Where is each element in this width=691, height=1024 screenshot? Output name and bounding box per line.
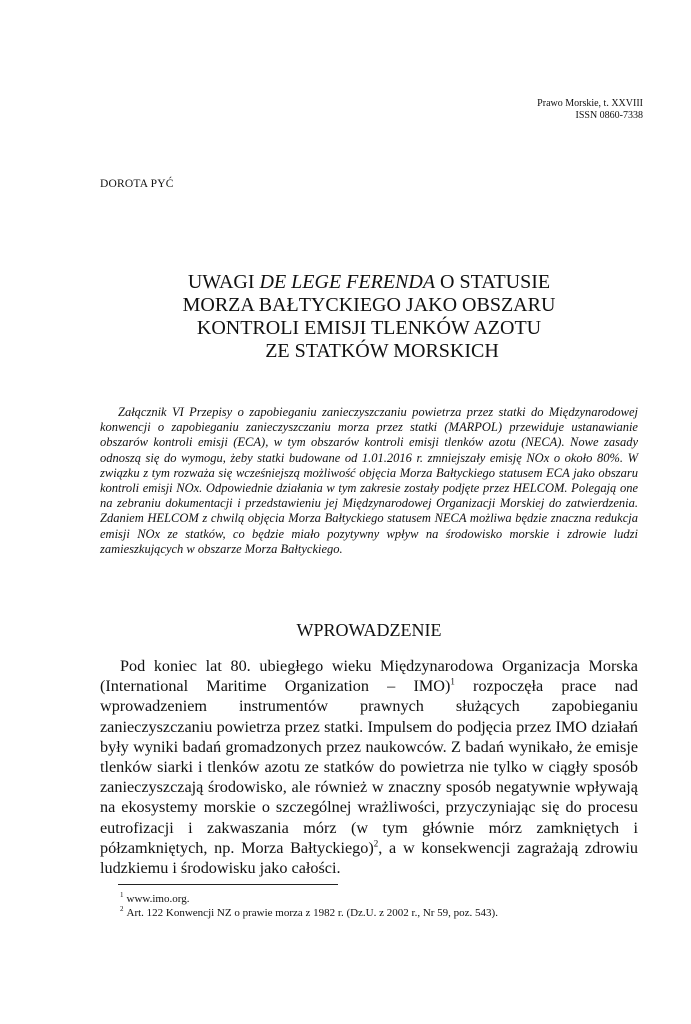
title-line-2: MORZA BAŁTYCKIEGO JAKO OBSZARU: [182, 294, 556, 316]
abstract: Załącznik VI Przepisy o zapobieganiu zanieczyszczaniu powietrza przez statki do Międzynarodowej konwencji o zapobieganiu zanieczyszczaniu morza przez statki (MARPOL) przewiduje ustanawianie obszarów kontroli emisji (ECA), w tym obszarów kontroli emisji tlenków azotu (NECA). Nowe zasady odnoszą się do wymogu, żeby statki budowane od 1.01.2016 r. zmniejszały emisję NOx o około 80%. W związku z tym rozważa się wcześniejszą możliwość objęcia Morza Bałtyckiego statusem ECA jako obszaru kontroli emisji NOx. Odpowiednie działania w tym zakresie zostały podjęte przez HELCOM. Polegają one na zebraniu dokumentacji i przedstawieniu jej Międzynarodowej Organizacji Morskiej do zatwierdzenia. Zdaniem HELCOM z chwilą objęcia Morza Bałtyckiego statusem NECA możliwa będzie znaczna redukcja emisji NOx ze statków, co będzie miało pozytywny wpływ na środowisko morskie i zdrowie ludzi zamieszkujących w obszarze Morza Bałtyckiego.: [100, 405, 638, 556]
author-name: DOROTA PYĆ: [100, 178, 174, 190]
footnote-separator: [118, 884, 338, 885]
article-title: [100, 271, 638, 363]
footnote-ref-1[interactable]: 1: [450, 676, 455, 687]
title-line-4: ZE STATKÓW MORSKICH: [265, 340, 499, 362]
footnote-1: $^1$ www.imo.org.: [120, 891, 190, 905]
journal-name: Prawo Morskie, t. XXVIII: [537, 98, 643, 109]
footnote-ref-2[interactable]: 2: [373, 838, 379, 849]
title-line-3: KONTROLI EMISJI TLENKÓW AZOTU: [196, 317, 542, 339]
footnotes: [120, 892, 498, 920]
title-latin-phrase: DE LEGE FERENDA: [259, 271, 436, 293]
body-paragraph: Pod koniec lat 80. ubiegłego wieku Międzynarodowa Organizacja Morska (International Maritime Organization – IMO)$^1$ rozpoczęła prace nad wprowadzeniem instrumentów prawnych służących zapobieganiu zanieczyszczaniu powietrza przez statki. Impulsem do podjęcia przez IMO działań były wyniki badań gromadzonych przez naukowców. Z badań wynikało, że emisje tlenków siarki i tlenków azotu ze statków do powietrza nie tylko w ciągły sposób zanieczyszczają środowisko, ale również w znaczny sposób negatywnie wpływają na ekosystemy morskie o szczególnej wrażliwości, przyczyniając się do procesu eutrofizacji i zakwaszania mórz (w tym głównie mórz zamkniętych i półzamkniętych, np. Morza Bałtyckiego)$^2$, a w konsekwencji zagrażają zdrowiu ludzkiemu i środowisku jako całości.: [100, 657, 638, 878]
running-header: [537, 98, 643, 122]
section-heading: WPROWADZENIE: [296, 620, 442, 640]
footnote-2: $^2$ Art. 122 Konwencji NZ o prawie morza z 1982 r. (Dz.U. z 2002 r., Nr 59, poz. 543).: [120, 905, 498, 919]
issn-number: ISSN 0860-7338: [575, 110, 643, 121]
title-line-1: UWAGI DE LEGE FERENDA O STATUSIE: [187, 271, 551, 293]
